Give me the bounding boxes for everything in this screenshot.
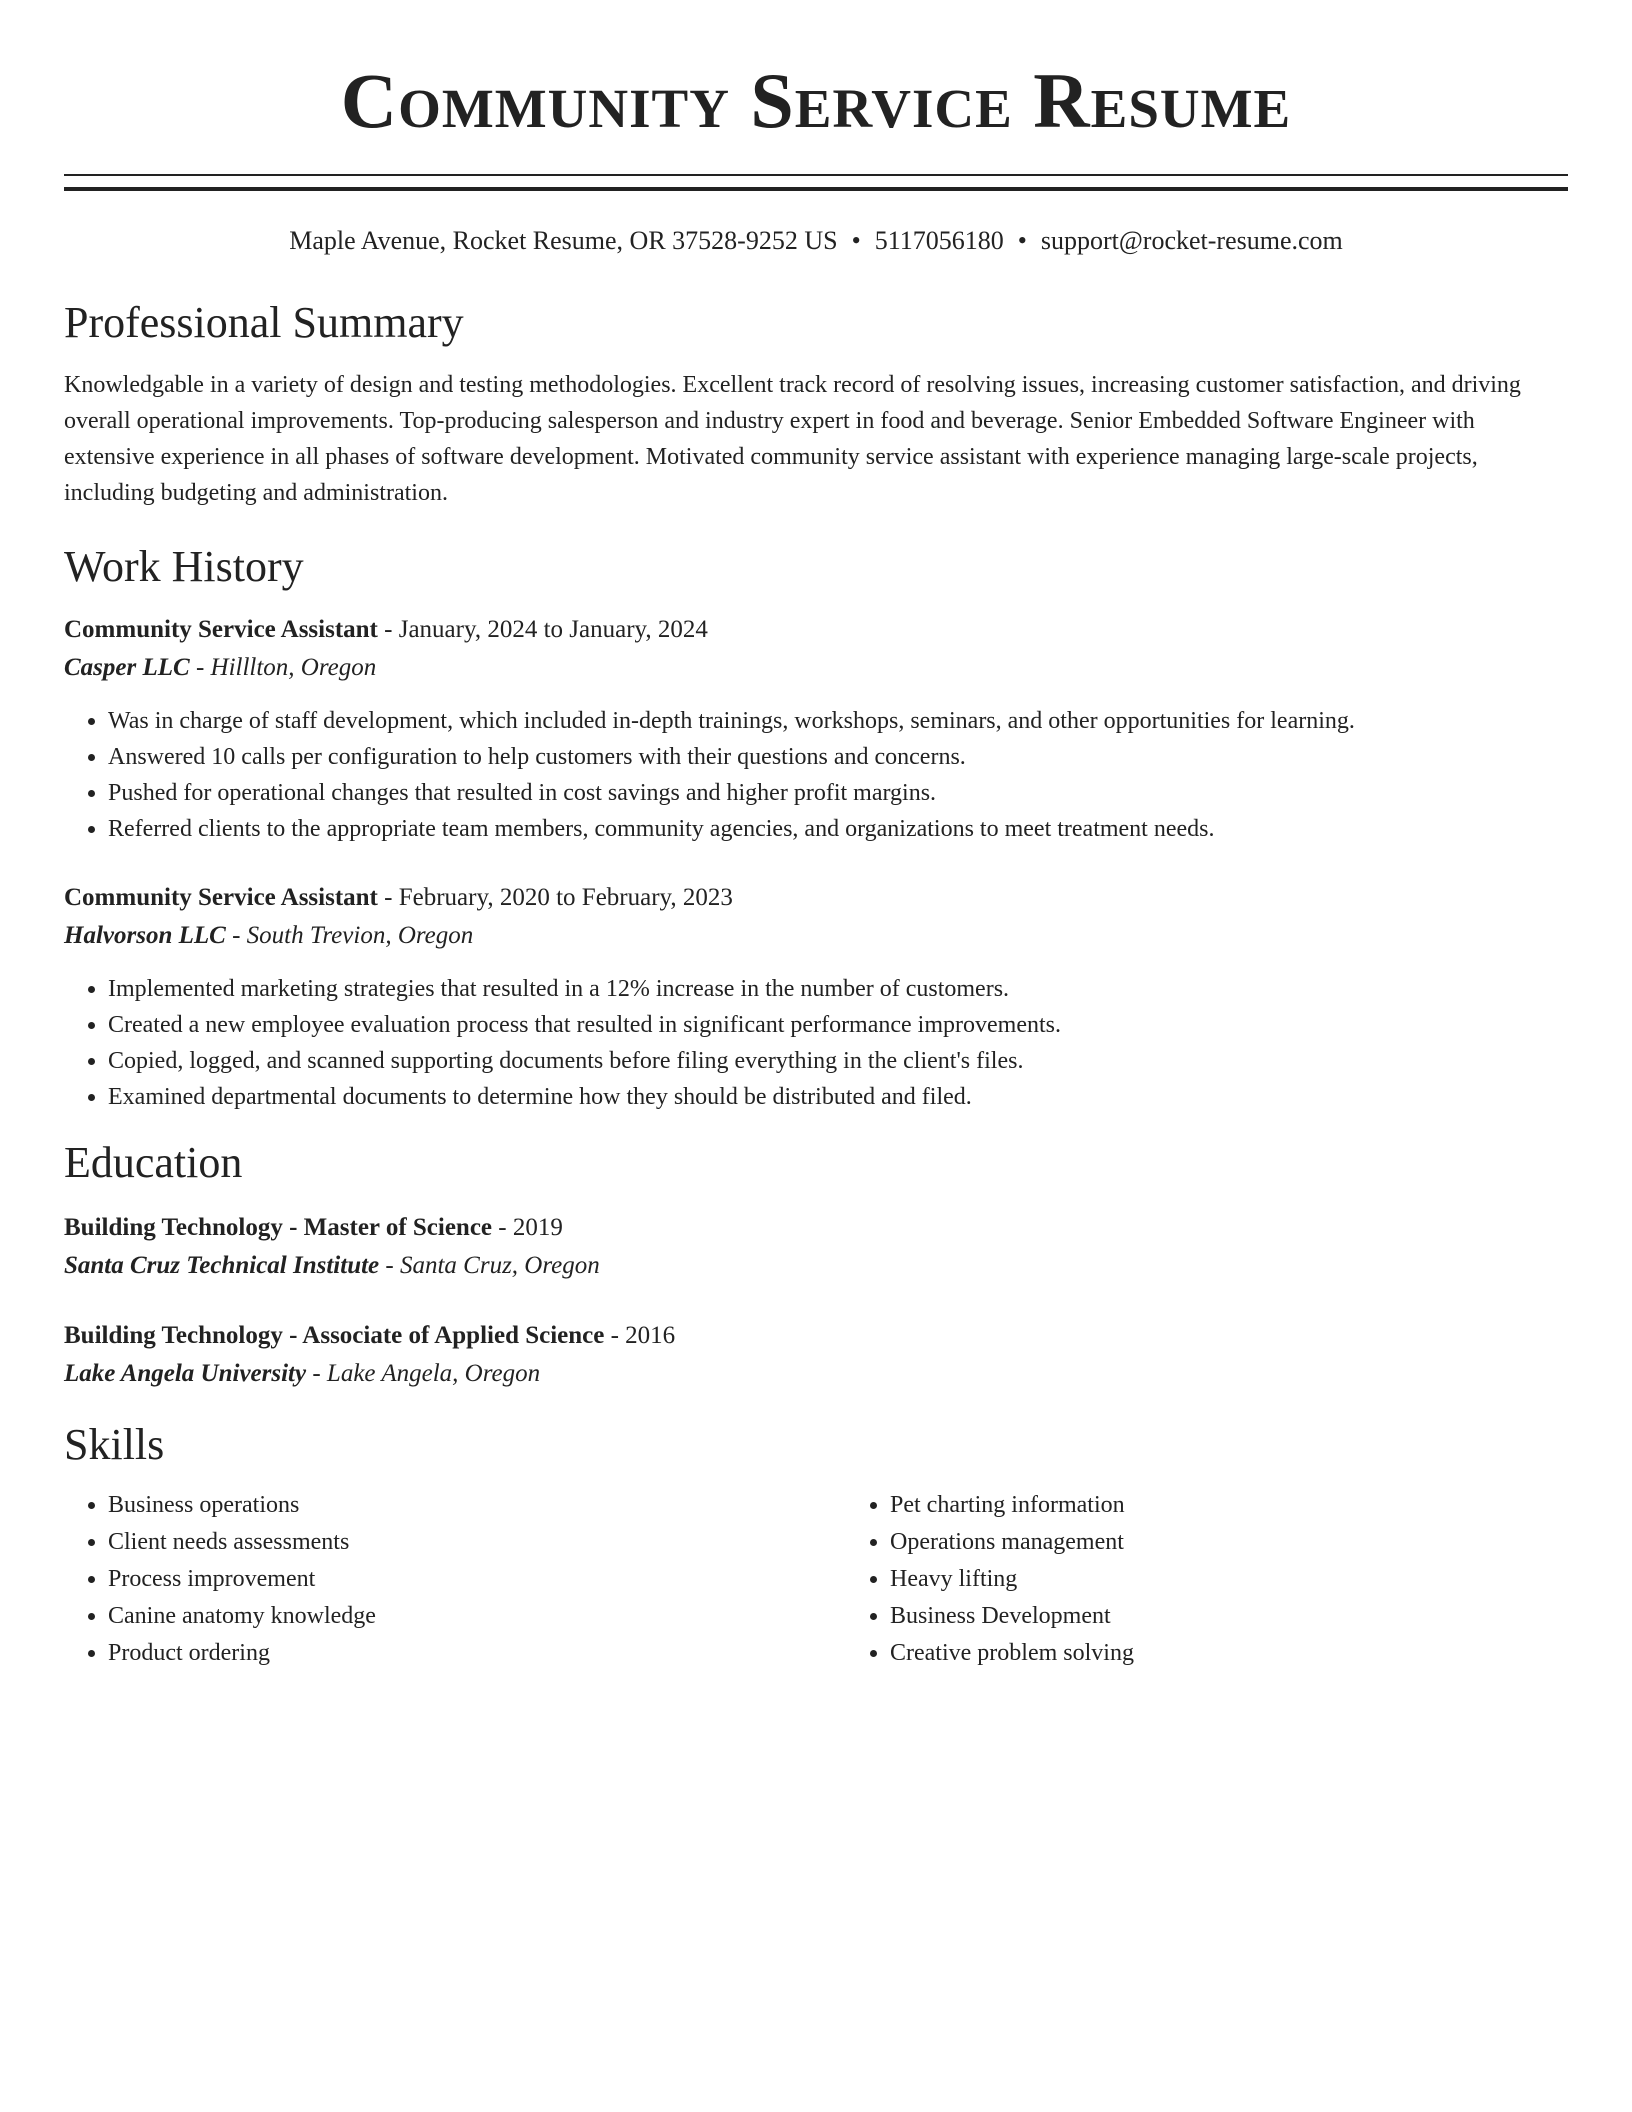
degree-year: - 2019 <box>492 1214 563 1241</box>
job-duties-list <box>64 971 1568 1115</box>
list-item: • Canine anatomy knowledge <box>108 1598 806 1635</box>
contact-email: support@rocket-resume.com <box>1040 226 1343 255</box>
job-title: Community Service Assistant <box>64 884 378 911</box>
contact-separator: • <box>851 226 861 255</box>
school-location: - Lake Angela, Oregon <box>306 1360 541 1387</box>
list-item: • Copied, logged, and scanned supporting documents before filing everything in the client's files. <box>108 1043 1568 1079</box>
degree-year: - 2016 <box>604 1322 676 1349</box>
list-item: • Pet charting information <box>890 1487 1564 1524</box>
list-item: • Business Development <box>890 1598 1564 1635</box>
list-item: • Examined departmental documents to determine how they should be distributed and filed. <box>108 1079 1568 1115</box>
list-item: • Process improvement <box>108 1561 806 1598</box>
list-item: • Was in charge of staff development, which included in-depth trainings, workshops, seminars, and other opportunities for learning. <box>108 703 1568 739</box>
skills-list-left <box>64 1487 806 1672</box>
job-location: - Hilllton, Oregon <box>189 654 377 681</box>
list-item: • Product ordering <box>108 1635 806 1672</box>
resume-title: Community Service Resume <box>340 57 1292 144</box>
list-item: • Created a new employee evaluation process that resulted in significant performance improvements. <box>108 1007 1568 1043</box>
list-item: • Referred clients to the appropriate team members, community agencies, and organizations to meet treatment needs. <box>108 811 1568 847</box>
list-item: • Client needs assessments <box>108 1524 806 1561</box>
list-item: • Answered 10 calls per configuration to help customers with their questions and concerns. <box>108 739 1568 775</box>
job-company-line <box>64 649 1568 687</box>
list-item: • Business operations <box>108 1487 806 1524</box>
list-item: • Operations management <box>890 1524 1564 1561</box>
contact-address: Maple Avenue, Rocket Resume, OR 37528-9252 US <box>289 226 838 255</box>
skills-columns <box>64 1487 1568 1672</box>
degree: Building Technology - Master of Science <box>64 1214 493 1241</box>
list-item: • Creative problem solving <box>890 1635 1564 1672</box>
section-heading-education: Education <box>64 1138 243 1187</box>
job-company-line <box>64 917 1568 955</box>
school-location: - Santa Cruz, Oregon <box>379 1252 600 1279</box>
school-line <box>64 1355 1568 1393</box>
job-title-line <box>64 879 1568 917</box>
job-title: Community Service Assistant <box>64 616 378 643</box>
education-entry <box>64 1317 1568 1393</box>
job-entry <box>64 879 1568 1115</box>
title-divider <box>64 174 1568 191</box>
school-line <box>64 1247 1568 1285</box>
contact-separator: • <box>1017 226 1027 255</box>
school: Lake Angela University <box>64 1360 307 1387</box>
resume-page <box>64 0 1568 1672</box>
school: Santa Cruz Technical Institute <box>64 1252 380 1279</box>
job-company: Halvorson LLC <box>64 922 226 949</box>
degree-line <box>64 1209 1568 1247</box>
education-entry <box>64 1209 1568 1285</box>
job-duties-list <box>64 703 1568 847</box>
section-heading-work-history: Work History <box>64 542 304 591</box>
skills-list-right <box>846 1487 1564 1672</box>
job-dates: - February, 2020 to February, 2023 <box>377 884 733 911</box>
contact-phone: 5117056180 <box>874 226 1004 255</box>
degree: Building Technology - Associate of Applied Science <box>64 1322 605 1349</box>
degree-line <box>64 1317 1568 1355</box>
job-dates: - January, 2024 to January, 2024 <box>377 616 708 643</box>
job-entry <box>64 611 1568 847</box>
job-location: - South Trevion, Oregon <box>225 922 474 949</box>
contact-line <box>64 225 1568 257</box>
list-item: • Implemented marketing strategies that resulted in a 12% increase in the number of customers. <box>108 971 1568 1007</box>
list-item: • Pushed for operational changes that resulted in cost savings and higher profit margins. <box>108 775 1568 811</box>
section-heading-summary: Professional Summary <box>64 298 464 347</box>
summary-text: Knowledgable in a variety of design and testing methodologies. Excellent track record of resolving issues, increasing customer satisfaction, and driving overall operational improvements. Top-producing salesperson and industry expert in food and beverage. Senior Embedded Software Engineer with extensive experience in all phases of software development. Motivated community service assistant with experience managing large-scale projects, including budgeting and administration. <box>64 372 1521 506</box>
list-item: • Heavy lifting <box>890 1561 1564 1598</box>
job-title-line <box>64 611 1568 649</box>
section-heading-skills: Skills <box>64 1420 165 1469</box>
job-company: Casper LLC <box>64 654 190 681</box>
